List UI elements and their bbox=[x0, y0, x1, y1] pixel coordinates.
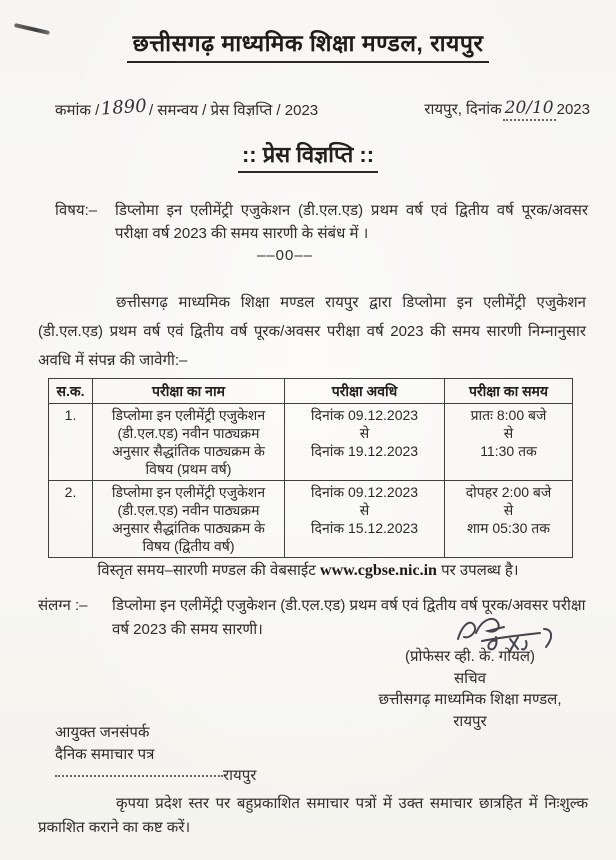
reference-number bbox=[55, 95, 319, 121]
row1-exam-period bbox=[285, 404, 445, 481]
ref-number-prefix: कमांक / bbox=[55, 102, 100, 119]
org-title-text: छत्तीसगढ़ माध्यमिक शिक्षा मण्डल, रायपुर bbox=[127, 26, 490, 63]
date-year: 2023 bbox=[556, 101, 590, 118]
page-title bbox=[0, 26, 616, 63]
subject-label: विषय:– bbox=[55, 202, 98, 219]
website-availability-line bbox=[0, 560, 616, 580]
section-separator: ––00–– bbox=[256, 247, 314, 264]
signatory-organization: छत्तीसगढ़ माध्यमिक शिक्षा मण्डल, bbox=[378, 691, 562, 708]
row2-name-line: (डी.एल.एड) नवीन पाठ्यक्रम bbox=[117, 502, 260, 518]
row1-time-line: से bbox=[503, 425, 514, 441]
row1-period-line: से bbox=[359, 425, 370, 441]
row2-period-line: दिनांक 09.12.2023 bbox=[310, 484, 419, 500]
body-paragraph: छत्तीसगढ़ माध्यमिक शिक्षा मण्डल रायपुर द्वारा डिप्लोमा इन एलीमेंट्री एजुकेशन (डी.एल.एड) प्रथम वर्ष एवं द्वितीय वर्ष पूरक/अवसर परीक्षा वर्ष 2023 की समय सारणी निम्नानुसार अवधि में संपन्न की जावेगी:– bbox=[38, 294, 586, 369]
row1-time-line: 11:30 तक bbox=[480, 443, 537, 459]
row1-name-line: विषय (प्रथम वर्ष) bbox=[145, 461, 232, 477]
website-url: www.cgbse.nic.in bbox=[320, 562, 437, 579]
row2-name-line: डिप्लोमा इन एलीमेंट्री एजुकेशन bbox=[111, 484, 266, 500]
place-date-prefix: रायपुर, दिनांक bbox=[424, 101, 502, 118]
enclosure-label: संलग्न :– bbox=[38, 597, 88, 614]
header-sno: स.क. bbox=[49, 379, 93, 404]
table-header-row bbox=[49, 379, 573, 404]
distribution-line2: दैनिक समाचार पत्र bbox=[55, 745, 155, 763]
row2-period-line: दिनांक 15.12.2023 bbox=[310, 520, 419, 536]
signatory-designation: सचिव bbox=[454, 669, 486, 687]
ref-number-suffix: / समन्वय / प्रेस विज्ञप्ति / 2023 bbox=[149, 102, 319, 119]
subject-block bbox=[55, 199, 588, 245]
row1-period-line: दिनांक 19.12.2023 bbox=[310, 443, 419, 459]
press-release-heading bbox=[0, 139, 616, 173]
table-row bbox=[49, 404, 573, 481]
row1-exam-name bbox=[93, 404, 285, 481]
header-exam-name: परीक्षा का नाम bbox=[93, 379, 285, 404]
row2-exam-name bbox=[93, 481, 285, 558]
distribution-block bbox=[55, 722, 256, 787]
row2-time-line: से bbox=[503, 502, 514, 518]
date-handwritten: 20/10 bbox=[504, 98, 554, 118]
dotted-leader-line bbox=[55, 775, 223, 777]
row2-sno: 2. bbox=[49, 481, 93, 558]
ref-number-handwritten: 1890 bbox=[100, 95, 148, 120]
reference-line bbox=[55, 95, 590, 121]
row2-exam-time bbox=[445, 481, 573, 558]
row2-time-line: शाम 05:30 तक bbox=[466, 520, 551, 536]
row1-name-line: डिप्लोमा इन एलीमेंट्री एजुकेशन bbox=[111, 407, 266, 423]
date-dotted-line bbox=[503, 99, 556, 121]
distribution-place-line bbox=[55, 765, 256, 787]
header-exam-time: परीक्षा का समय bbox=[445, 379, 573, 404]
row2-time-line: दोपहर 2:00 बजे bbox=[465, 484, 552, 500]
distribution-place: रायपुर bbox=[223, 767, 257, 784]
row2-name-line: विषय (द्वितीय वर्ष) bbox=[142, 538, 235, 554]
row1-name-line: (डी.एल.एड) नवीन पाठ्यक्रम bbox=[117, 425, 260, 441]
row1-exam-time bbox=[445, 404, 573, 481]
press-release-heading-text: :: प्रेस विज्ञप्ति :: bbox=[238, 139, 378, 173]
row2-exam-period bbox=[285, 481, 445, 558]
row2-name-line: अनुसार सैद्धांतिक पाठ्यक्रम के bbox=[112, 520, 265, 536]
signatory-name: (प्रोफेसर व्ही. के. गोयल) bbox=[405, 648, 535, 665]
table-row bbox=[49, 481, 573, 558]
enclosure-text: डिप्लोमा इन एलीमेंट्री एजुकेशन (डी.एल.एड) प्रथम वर्ष एवं द्वितीय वर्ष पूरक/अवसर परीक्षा वर्ष 2023 की समय सारणी। bbox=[112, 597, 586, 638]
place-and-date bbox=[424, 99, 590, 121]
publication-request-note: कृपया प्रदेश स्तर पर बहुप्रकाशित समाचार पत्रों में उक्त समाचार छात्रहित में निःशुल्क प्रकाशित कराने का कष्ट करें। bbox=[38, 795, 588, 836]
row1-name-line: अनुसार सैद्धांतिक पाठ्यक्रम के bbox=[112, 443, 265, 459]
row2-period-line: से bbox=[359, 502, 370, 518]
distribution-line1: आयुक्त जनसंपर्क bbox=[55, 724, 150, 741]
website-line-prefix: विस्तृत समय–सारणी मण्डल की वेबसाईट bbox=[97, 562, 321, 579]
signatory-block bbox=[336, 646, 604, 732]
header-exam-period: परीक्षा अवधि bbox=[285, 379, 445, 404]
row1-time-line: प्रातः 8:00 बजे bbox=[470, 407, 547, 423]
row1-sno: 1. bbox=[49, 404, 93, 481]
signatory-place: रायपुर bbox=[453, 712, 487, 730]
exam-schedule-table bbox=[48, 378, 573, 558]
subject-text: डिप्लोमा इन एलीमेंट्री एजुकेशन (डी.एल.एड) प्रथम वर्ष एवं द्वितीय वर्ष पूरक/अवसर परीक्षा वर्ष 2023 की समय सारणी के संबंध में । bbox=[115, 202, 588, 242]
row1-period-line: दिनांक 09.12.2023 bbox=[310, 407, 419, 423]
website-line-suffix: पर उपलब्ध है। bbox=[436, 562, 519, 579]
